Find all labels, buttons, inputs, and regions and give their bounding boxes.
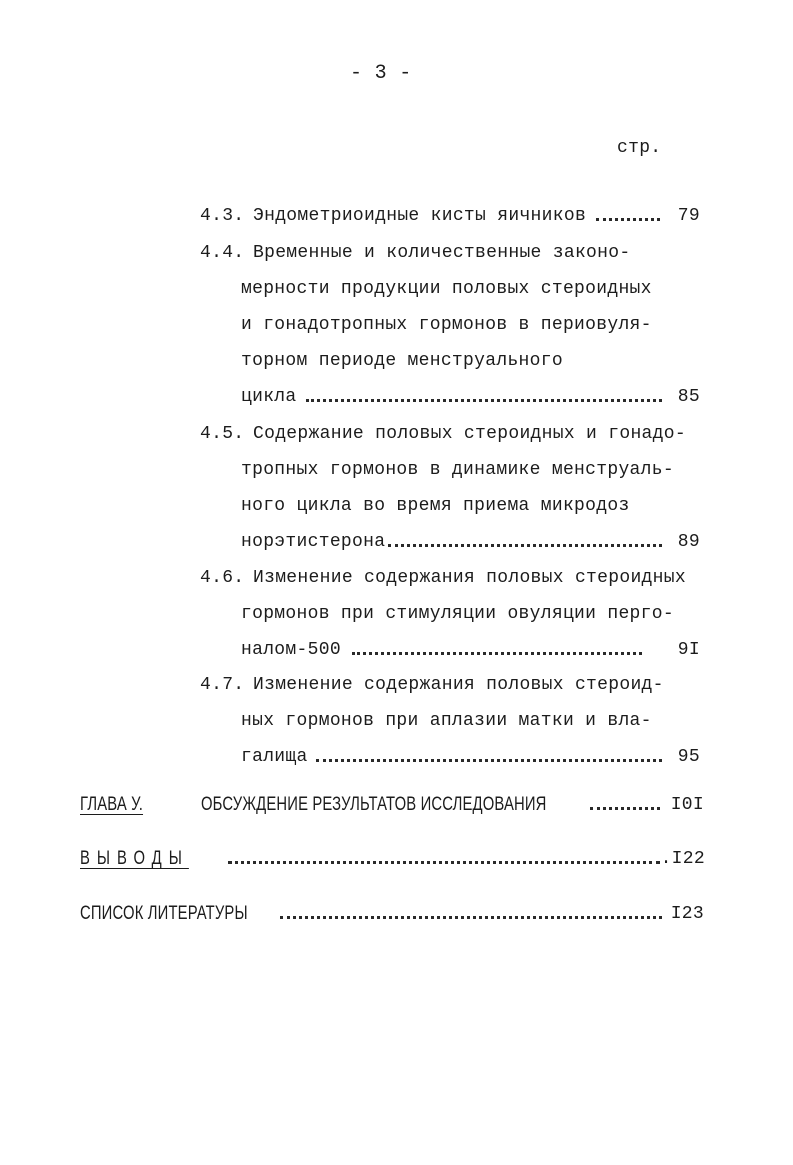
entry-title-line: и гонадотропных гормонов в периовуля-	[241, 315, 652, 335]
entry-title-line: Изменение содержания половых стероид-	[253, 675, 664, 695]
entry-number: 4.3.	[200, 206, 245, 226]
entry-title-line: ного цикла во время приема микродоз	[241, 496, 630, 516]
entry-page: 95	[677, 747, 700, 767]
entry-page: 89	[677, 532, 700, 552]
chapter-page: .I22	[660, 849, 705, 869]
chapter-page: I23	[670, 904, 704, 924]
page-column-label: стр.	[617, 138, 662, 158]
page-number: - 3 -	[350, 62, 412, 85]
dot-leader	[306, 399, 662, 402]
entry-number: 4.7.	[200, 675, 245, 695]
entry-title-line: Изменение содержания половых стероидных	[253, 568, 686, 588]
entry-title-line: торном периоде менструального	[241, 351, 563, 371]
entry-number: 4.4.	[200, 243, 245, 263]
chapter-page: I0I	[670, 795, 704, 815]
entry-number: 4.5.	[200, 424, 245, 444]
entry-page: 85	[677, 387, 700, 407]
entry-title-line: цикла	[241, 387, 297, 407]
entry-title-line: налом-500	[241, 640, 341, 660]
entry-title-line: галища	[241, 747, 308, 767]
entry-title-line: Эндометриоидные кисты яичников	[253, 206, 587, 226]
dot-leader	[352, 652, 642, 655]
chapter-title: ОБСУЖДЕНИЕ РЕЗУЛЬТАТОВ ИССЛЕДОВАНИЯ	[201, 794, 547, 815]
chapter-label: ГЛАВА У.	[80, 794, 144, 815]
entry-page: 79	[677, 206, 700, 226]
entry-title-line: ных гормонов при аплазии матки и вла-	[241, 711, 652, 731]
entry-title-line: норэтистерона	[241, 532, 386, 552]
chapter-label: СПИСОК ЛИТЕРАТУРЫ	[80, 903, 248, 924]
entry-title-line: гормонов при стимуляции овуляции перго-	[241, 604, 674, 624]
entry-title-line: Содержание половых стероидных и гонадо-	[253, 424, 686, 444]
entry-title-line: тропных гормонов в динамике менструаль-	[241, 460, 674, 480]
dot-leader	[228, 861, 660, 864]
dot-leader	[596, 218, 660, 221]
dot-leader	[280, 916, 662, 919]
entry-title-line: мерности продукции половых стероидных	[241, 279, 652, 299]
entry-number: 4.6.	[200, 568, 245, 588]
chapter-label: ВЫВОДЫ	[80, 848, 189, 869]
dot-leader	[388, 544, 662, 547]
entry-title-line: Временные и количественные законо-	[253, 243, 631, 263]
entry-page: 9I	[677, 640, 700, 660]
dot-leader	[316, 759, 662, 762]
